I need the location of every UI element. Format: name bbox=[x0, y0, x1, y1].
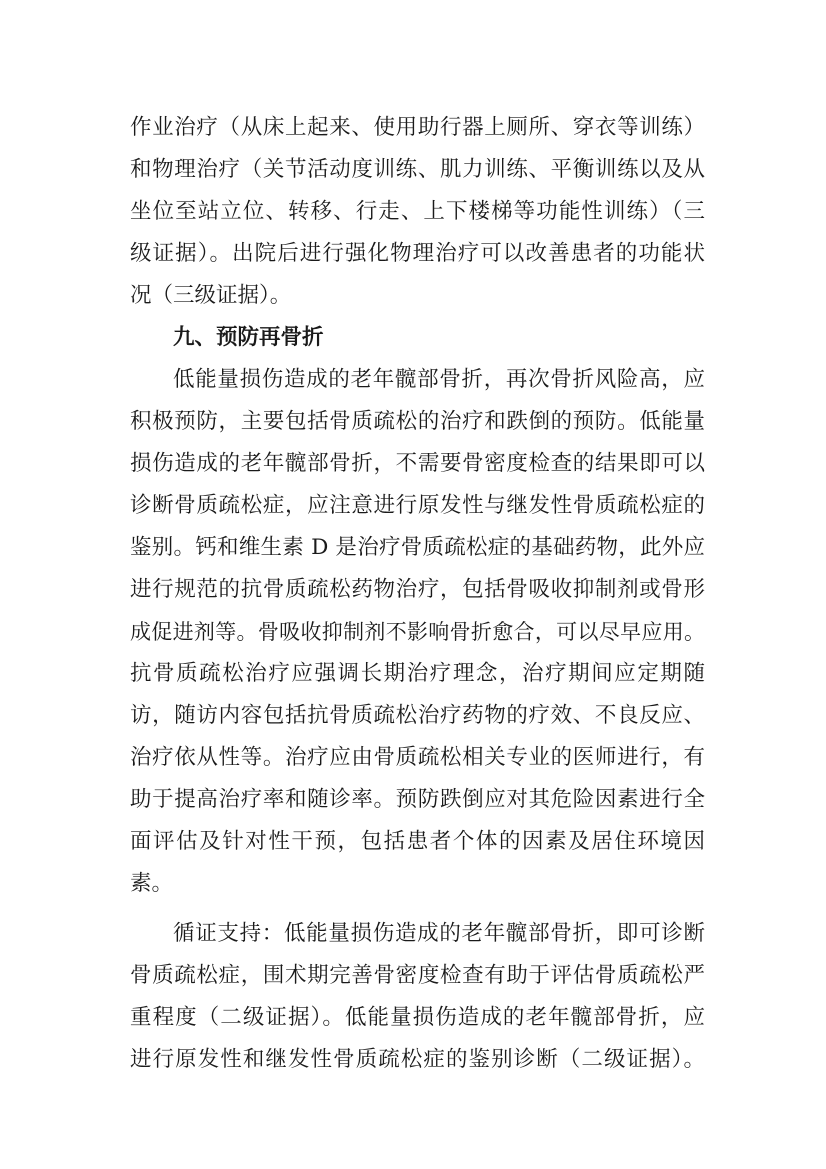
rehab-line-5: 况（三级证据）。 bbox=[130, 283, 292, 308]
prevention-line-13: 素。 bbox=[130, 871, 174, 896]
prevention-line-4: 诊断骨质疏松症，应注意进行原发性与继发性骨质疏松症的 bbox=[130, 493, 705, 518]
rehab-line-3: 坐位至站立位、转移、行走、上下楼梯等功能性训练）（三 bbox=[130, 199, 705, 224]
prevention-line-11: 助于提高治疗率和随诊率。预防跌倒应对其危险因素进行全 bbox=[130, 787, 705, 812]
prevention-line-2: 积极预防，主要包括骨质疏松的治疗和跌倒的预防。低能量 bbox=[130, 409, 705, 434]
prevention-line-7: 成促进剂等。骨吸收抑制剂不影响骨折愈合，可以尽早应用。 bbox=[130, 620, 705, 644]
section-heading: 九、预防再骨折 bbox=[173, 325, 324, 350]
prevention-line-5: 鉴别。钙和维生素 D 是治疗骨质疏松症的基础药物，此外应 bbox=[130, 535, 705, 560]
prevention-line-8: 抗骨质疏松治疗应强调长期治疗理念，治疗期间应定期随 bbox=[130, 661, 705, 686]
prevention-line-9: 访，随访内容包括抗骨质疏松治疗药物的疗效、不良反应、 bbox=[130, 703, 705, 728]
rehab-line-4: 级证据）。出院后进行强化物理治疗可以改善患者的功能状 bbox=[130, 241, 705, 266]
rehab-line-1: 作业治疗（从床上起来、使用助行器上厕所、穿衣等训练） bbox=[130, 115, 705, 140]
prevention-line-6: 进行规范的抗骨质疏松药物治疗，包括骨吸收抑制剂或骨形 bbox=[130, 577, 705, 602]
prevention-line-3: 损伤造成的老年髋部骨折，不需要骨密度检查的结果即可以 bbox=[130, 451, 705, 476]
evidence-line-4: 进行原发性和继发性骨质疏松症的鉴别诊断（二级证据）。 bbox=[130, 1047, 705, 1072]
prevention-line-1: 低能量损伤造成的老年髋部骨折，再次骨折风险高，应 bbox=[173, 367, 705, 392]
evidence-line-3: 重程度（二级证据）。低能量损伤造成的老年髋部骨折，应 bbox=[130, 1005, 705, 1030]
evidence-line-1: 循证支持：低能量损伤造成的老年髋部骨折，即可诊断 bbox=[173, 921, 705, 946]
prevention-line-10: 治疗依从性等。治疗应由骨质疏松相关专业的医师进行，有 bbox=[130, 745, 705, 770]
evidence-line-2: 骨质疏松症，围术期完善骨密度检查有助于评估骨质疏松严 bbox=[130, 963, 705, 988]
prevention-line-12: 面评估及针对性干预，包括患者个体的因素及居住环境因 bbox=[130, 829, 705, 854]
rehab-line-2: 和物理治疗（关节活动度训练、肌力训练、平衡训练以及从 bbox=[130, 157, 705, 182]
